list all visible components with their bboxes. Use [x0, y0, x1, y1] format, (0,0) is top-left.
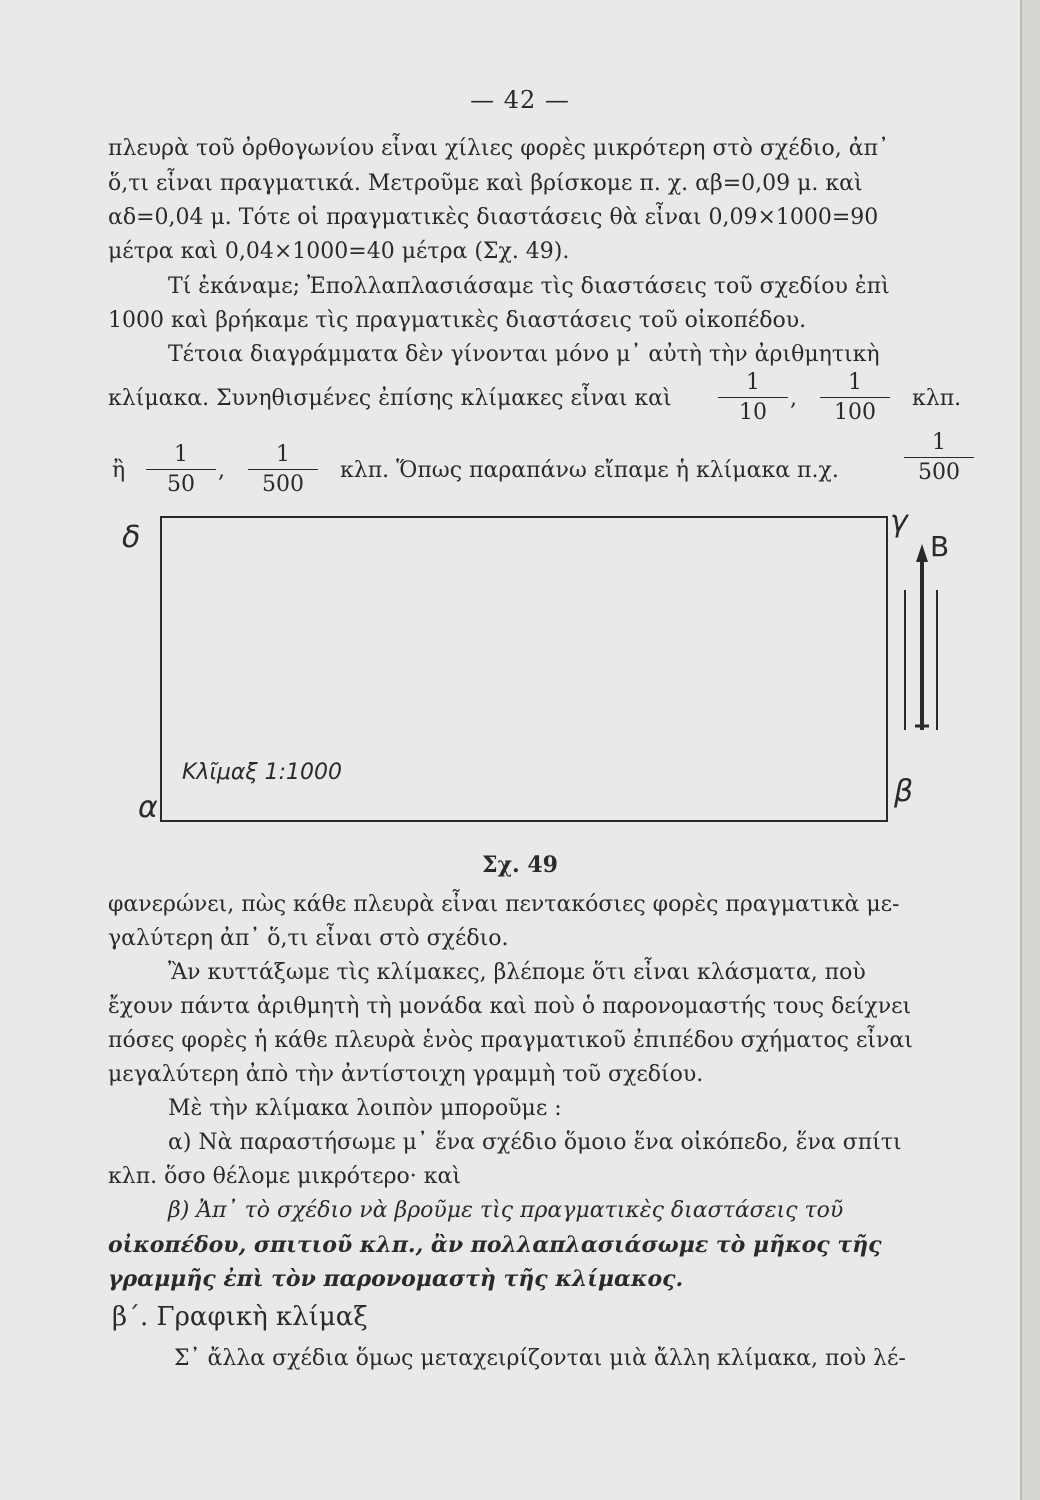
page-edge [1020, 0, 1040, 1500]
fraction-numerator: 1 [174, 442, 188, 467]
para3-line2: κλίμακα. Συνηθισμένες ἐπίσης κλίμακες εἶναι καὶ [108, 386, 672, 411]
section-title: β΄. Γραφικὴ κλίμαξ [112, 1302, 368, 1332]
para4-line2: γαλύτερη ἀπ᾽ ὅ,τι εἶναι στὸ σχέδιο. [108, 926, 509, 951]
fraction-numerator: 1 [276, 442, 290, 467]
comma: , [218, 458, 225, 483]
fraction-numerator: 1 [932, 430, 946, 455]
corner-label-c: γ [890, 504, 908, 539]
item-a-line1: α) Νὰ παραστήσωμε μ᾽ ἕνα σχέδιο ὅμοιο ἕνα οἰκόπεδο, ἕνα σπίτι [168, 1130, 902, 1155]
fraction-bar [718, 397, 788, 398]
para1-line4: μέτρα καὶ 0,04×1000=40 μέτρα (Σχ. 49). [108, 239, 570, 264]
fraction-numerator: 1 [746, 370, 760, 395]
item-b-line2: οἰκοπέδου, σπιτιοῦ κλπ., ἂν πολλαπλασιάσωμε τὸ μῆκος τῆς [108, 1232, 882, 1258]
item-b-line1: β) Ἀπ᾽ τὸ σχέδιο νὰ βροῦμε τὶς πραγματικὲς διαστάσεις τοῦ [168, 1198, 844, 1223]
para2-line1: Τί ἐκάναμε; Ἐπολλαπλασιάσαμε τὶς διαστάσεις τοῦ σχεδίου ἐπὶ [168, 274, 890, 299]
fraction-1-100 [820, 370, 890, 426]
fraction-bar [248, 469, 318, 470]
fraction-bar [820, 397, 890, 398]
north-arrow-icon [895, 530, 955, 760]
or-text: ἢ [112, 458, 126, 483]
para5-line3: πόσες φορὲς ἡ κάθε πλευρὰ ἑνὸς πραγματικοῦ ἐπιπέδου σχήματος εἶναι [108, 1028, 913, 1053]
fraction-denominator: 500 [262, 472, 304, 497]
para3-line3: κλπ. Ὅπως παραπάνω εἴπαμε ἡ κλίμακα π.χ. [340, 458, 839, 483]
para1-line1: πλευρὰ τοῦ ὀρθογωνίου εἶναι χίλιες φορὲς μικρότερη στὸ σχέδιο, ἀπ᾽ [108, 136, 890, 161]
fraction-denominator: 500 [918, 460, 960, 485]
para5-line1: Ἂν κυττάξωμε τὶς κλίμακες, βλέπομε ὅτι εἶναι κλάσματα, ποὺ [168, 960, 866, 985]
corner-label-a: α [138, 790, 158, 825]
page-number: — 42 — [470, 86, 570, 114]
scale-label: Κλῖμαξ 1:1000 [182, 760, 343, 785]
para7: Σ᾽ ἄλλα σχέδια ὅμως μεταχειρίζονται μιὰ ἄλλη κλίμακα, ποὺ λέ- [174, 1346, 906, 1371]
para4-line1: φανερώνει, πὼς κάθε πλευρὰ εἶναι πεντακόσιες φορὲς πραγματικὰ με- [108, 892, 900, 917]
fraction-1-500 [248, 442, 318, 498]
etc-text: κλπ. [912, 386, 962, 411]
figure-caption: Σχ. 49 [482, 852, 558, 878]
item-a-line2: κλπ. ὅσο θέλομε μικρότερο· καὶ [108, 1164, 461, 1189]
fraction-denominator: 100 [834, 400, 876, 425]
fraction-1-500-example [904, 430, 974, 486]
fraction-denominator: 10 [739, 400, 767, 425]
para1-line3: αδ=0,04 μ. Τότε οἱ πραγματικὲς διαστάσεις θὰ εἶναι 0,09×1000=90 [108, 205, 879, 230]
north-label: B [930, 530, 950, 563]
item-b-line3: γραμμῆς ἐπὶ τὸν παρονομαστὴ τῆς κλίμακος. [108, 1266, 684, 1292]
fraction-bar [904, 457, 974, 458]
para5-line2: ἔχουν πάντα ἀριθμητὴ τὴ μονάδα καὶ ποὺ ὁ παρονομαστής τους δείχνει [108, 994, 912, 1019]
fraction-1-50 [146, 442, 216, 498]
para1-line2: ὅ,τι εἶναι πραγματικά. Μετροῦμε καὶ βρίσκομε π. χ. αβ=0,09 μ. καὶ [108, 171, 863, 196]
fraction-bar [146, 469, 216, 470]
corner-label-b: β [894, 774, 914, 809]
fraction-1-10 [718, 370, 788, 426]
fraction-denominator: 50 [167, 472, 195, 497]
para3-line1: Τέτοια διαγράμματα δὲν γίνονται μόνο μ᾽ αὐτὴ τὴν ἀριθμητικὴ [168, 342, 880, 367]
para5-line4: μεγαλύτερη ἀπὸ τὴν ἀντίστοιχη γραμμὴ τοῦ σχεδίου. [108, 1062, 704, 1087]
para6: Μὲ τὴν κλίμακα λοιπὸν μποροῦμε : [168, 1096, 562, 1121]
fraction-numerator: 1 [848, 370, 862, 395]
para2-line2: 1000 καὶ βρήκαμε τὶς πραγματικὲς διαστάσεις τοῦ οἰκοπέδου. [108, 308, 807, 333]
corner-label-d: δ [122, 520, 141, 555]
comma: , [790, 386, 797, 411]
